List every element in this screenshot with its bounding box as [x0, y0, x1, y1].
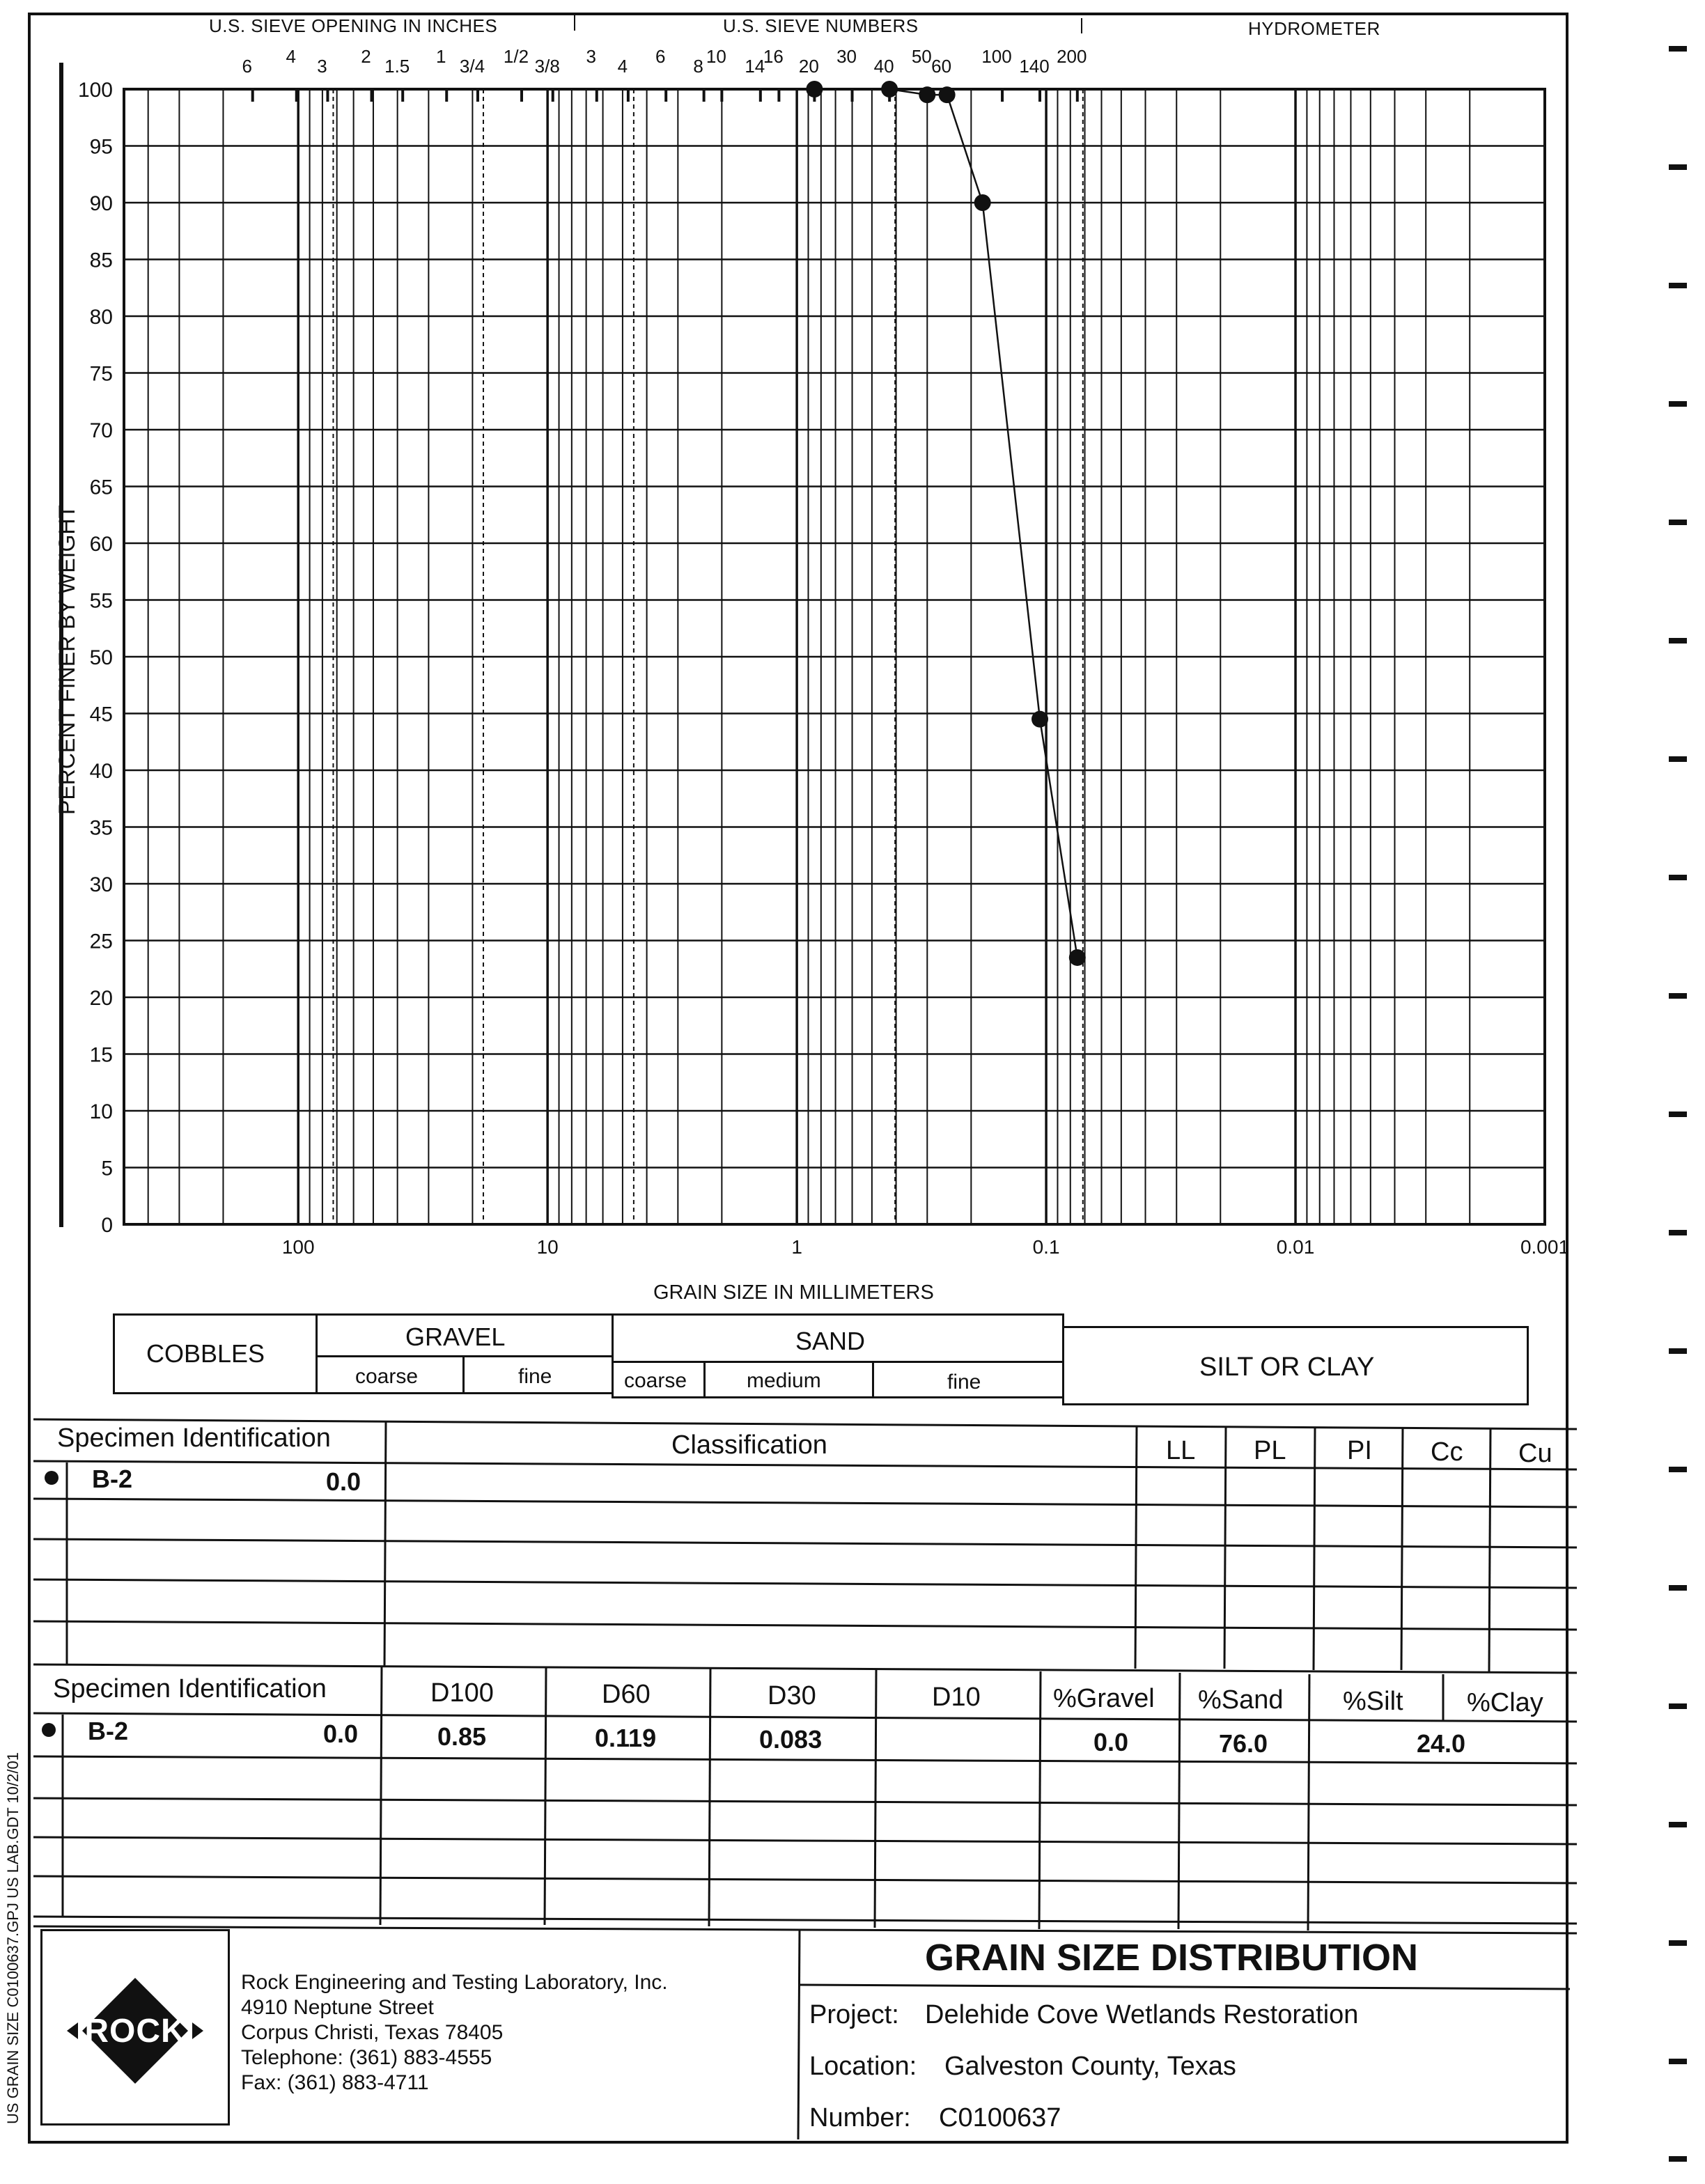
- table2-d60: 0.119: [595, 1724, 657, 1752]
- y-tick-label: 95: [89, 135, 113, 159]
- sieve-label: 1: [436, 46, 446, 67]
- gravel-coarse-label: coarse: [355, 1365, 419, 1388]
- sieve-label: 3: [317, 56, 327, 77]
- x-tick-label: 10: [536, 1236, 559, 1258]
- y-tick-label: 60: [89, 533, 113, 556]
- sieve-label: 4: [617, 56, 628, 77]
- y-tick-label: 10: [89, 1100, 113, 1123]
- table1-header-cc: Cc: [1431, 1437, 1463, 1467]
- sieve-label: 6: [655, 46, 666, 67]
- sieve-label: 200: [1057, 46, 1087, 67]
- number-label: Number:: [809, 2103, 911, 2132]
- company-phone: Telephone: (361) 883-4555: [241, 2046, 492, 2069]
- table1-header-pl: PL: [1254, 1436, 1286, 1465]
- table1-depth: 0.0: [326, 1467, 361, 1496]
- sieve-label: 60: [931, 56, 952, 77]
- y-tick-label: 20: [89, 987, 113, 1010]
- y-tick-label: 90: [89, 192, 113, 215]
- sieve-label: 40: [873, 56, 894, 77]
- sand-fine-label: fine: [947, 1371, 981, 1394]
- report-title: GRAIN SIZE DISTRIBUTION: [925, 1937, 1419, 1979]
- sieve-label: 3/8: [534, 56, 560, 77]
- sieve-label: 3/4: [459, 56, 485, 77]
- table2-silt-clay: 24.0: [1417, 1729, 1466, 1758]
- y-tick-label: 45: [89, 703, 113, 726]
- y-tick-label: 65: [89, 476, 113, 499]
- sand-medium-label: medium: [747, 1369, 821, 1392]
- y-tick-label: 40: [89, 760, 113, 783]
- silt-clay-label: SILT OR CLAY: [1199, 1352, 1375, 1382]
- project-value: Delehide Cove Wetlands Restoration: [925, 2000, 1359, 2029]
- sieve-label: 100: [981, 46, 1012, 67]
- sieve-label: 16: [763, 46, 784, 67]
- location-label: Location:: [809, 2052, 917, 2081]
- table2-sand: 76.0: [1219, 1729, 1268, 1758]
- hydrometer-label: HYDROMETER: [1248, 18, 1380, 39]
- table2-header-clay: %Clay: [1467, 1688, 1543, 1717]
- y-tick-label: 70: [89, 419, 113, 442]
- sand-coarse-label: coarse: [624, 1369, 687, 1392]
- y-tick-label: 35: [89, 816, 113, 840]
- y-tick-label: 55: [89, 589, 113, 613]
- table2-header-gravel: %Gravel: [1053, 1684, 1155, 1713]
- gravel-label: GRAVEL: [405, 1323, 506, 1351]
- y-tick-label: 85: [89, 249, 113, 272]
- sieve-label: 50: [911, 46, 932, 67]
- table1-specimen: B-2: [92, 1465, 133, 1493]
- company-street: 4910 Neptune Street: [241, 1996, 434, 2019]
- table2-header-specimen: Specimen Identification: [53, 1674, 327, 1703]
- x-tick-label: 0.01: [1276, 1236, 1315, 1258]
- sieve-label: 20: [798, 56, 819, 77]
- y-tick-label: 75: [89, 362, 113, 386]
- table1-header-ll: LL: [1166, 1436, 1196, 1465]
- logo-text: ROCK: [84, 2013, 186, 2050]
- x-tick-label: 0.001: [1520, 1236, 1570, 1258]
- table2-header-silt: %Silt: [1343, 1687, 1403, 1716]
- table2-header-d30: D30: [768, 1681, 816, 1710]
- cobbles-label: COBBLES: [146, 1339, 265, 1368]
- y-tick-label: 25: [89, 930, 113, 953]
- x-axis-label: GRAIN SIZE IN MILLIMETERS: [653, 1281, 934, 1304]
- y-tick-label: 15: [89, 1043, 113, 1067]
- sieve-label: 1.5: [384, 56, 410, 77]
- y-tick-label: 5: [101, 1157, 113, 1180]
- sieve-label: 8: [693, 56, 703, 77]
- y-tick-label: 30: [89, 873, 113, 896]
- sieve-opening-label: U.S. SIEVE OPENING IN INCHES: [209, 15, 498, 36]
- sand-label: SAND: [795, 1327, 866, 1355]
- table1-header-classification: Classification: [671, 1430, 827, 1460]
- table1-header-pi: PI: [1347, 1436, 1372, 1465]
- company-city: Corpus Christi, Texas 78405: [241, 2021, 504, 2044]
- sieve-label: 14: [745, 56, 765, 77]
- table2-depth: 0.0: [323, 1719, 359, 1748]
- sieve-label: 1/2: [503, 46, 529, 67]
- y-tick-label: 100: [77, 79, 113, 102]
- company-name: Rock Engineering and Testing Laboratory, Inc.: [241, 1971, 668, 1994]
- table2-header-d100: D100: [430, 1678, 494, 1708]
- x-tick-label: 0.1: [1032, 1236, 1060, 1258]
- project-label: Project:: [809, 2000, 899, 2029]
- sieve-label: 3: [586, 46, 596, 67]
- location-value: Galveston County, Texas: [944, 2052, 1236, 2081]
- sieve-label: 30: [836, 46, 857, 67]
- side-code: US GRAIN SIZE C0100637.GPJ US LAB.GDT 10/2/01: [4, 1752, 22, 2124]
- company-fax: Fax: (361) 883-4711: [241, 2071, 429, 2094]
- x-tick-label: 1: [791, 1236, 802, 1258]
- table2-header-sand: %Sand: [1198, 1685, 1284, 1715]
- table2-gravel: 0.0: [1093, 1728, 1129, 1756]
- y-tick-label: 0: [101, 1214, 113, 1237]
- sieve-label: 140: [1019, 56, 1050, 77]
- table2-specimen: B-2: [88, 1717, 129, 1745]
- table1-header-specimen: Specimen Identification: [57, 1424, 331, 1453]
- y-tick-label: 50: [89, 646, 113, 669]
- sieve-label: 6: [242, 56, 252, 77]
- gravel-fine-label: fine: [518, 1365, 552, 1388]
- sieve-numbers-label: U.S. SIEVE NUMBERS: [723, 15, 919, 36]
- table2-header-d10: D10: [932, 1683, 981, 1712]
- table2-header-d60: D60: [602, 1680, 651, 1709]
- number-value: C0100637: [939, 2103, 1061, 2132]
- y-tick-label: 80: [89, 306, 113, 329]
- table2-d100: 0.85: [437, 1722, 487, 1751]
- x-tick-label: 100: [281, 1236, 315, 1258]
- sieve-label: 4: [286, 46, 296, 67]
- sieve-label: 2: [361, 46, 371, 67]
- y-axis-label: PERCENT FINER BY WEIGHT: [54, 504, 79, 815]
- table2-d30: 0.083: [759, 1725, 823, 1754]
- table1-header-cu: Cu: [1518, 1439, 1552, 1468]
- sieve-label: 10: [706, 46, 726, 67]
